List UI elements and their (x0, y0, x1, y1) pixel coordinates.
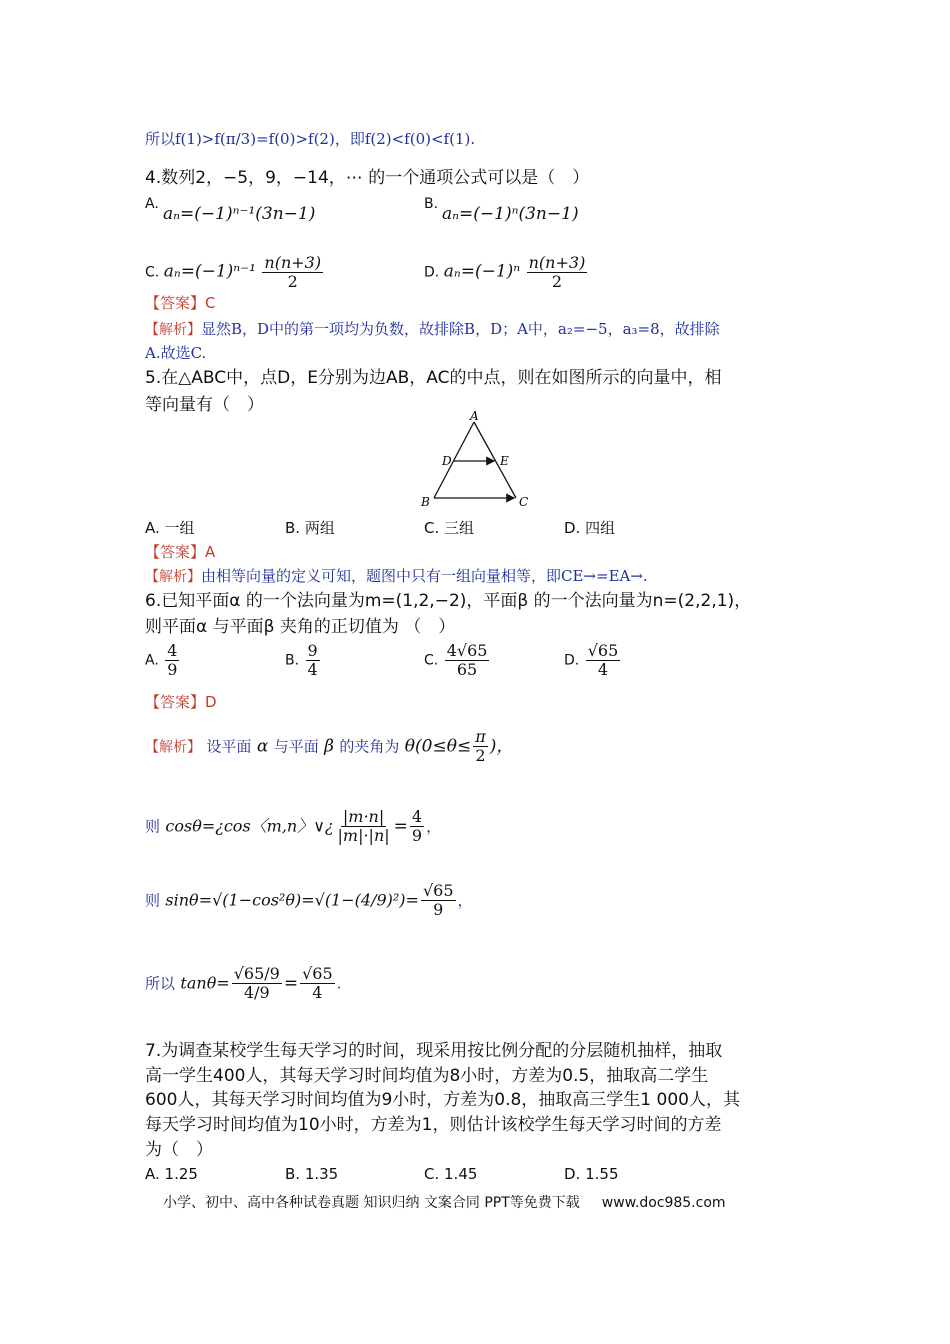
q4-stem: 4.数列2，−5，9，−14，⋯ 的一个通项公式可以是（ ） (145, 168, 590, 188)
q4-answer: 【答案】C (145, 294, 216, 312)
q6-analysis-line3: 则 sinθ=√(1−cos²θ)=√(1−(4/9)²)= $\frac{√65}{9}$ ， (145, 881, 473, 919)
footer-link[interactable]: www.doc985.com (601, 1195, 726, 1211)
q4-analysis-cont: A.故选C. (145, 344, 207, 362)
q5-answer: 【答案】A (145, 543, 216, 561)
q5-option-a: A. 一组 (145, 519, 195, 537)
label-d: D (442, 454, 452, 468)
q5-stem-line2: 等向量有（ ） (145, 395, 264, 415)
q6-analysis-line1: 【解析】 设平面 α 与平面 β 的夹角为 θ(0≤θ≤ $\frac{\pi}{2}$ )， (145, 727, 514, 765)
q5-stem-line1: 5.在△ABC中，点D，E分别为边AB，AC的中点，则在如图所示的向量中，相 (145, 368, 722, 388)
q7-option-c: C. 1.45 (424, 1165, 478, 1183)
q7-line1: 7.为调查某校学生每天学习的时间，现采用按比例分配的分层随机抽样，抽取 (145, 1041, 723, 1061)
q4-option-b: B. (424, 196, 439, 212)
triangle-figure (415, 408, 535, 510)
edge-ab (434, 422, 474, 498)
footer-text: 小学、初中、高中各种试卷真题 知识归纳 文案合同 PPT等免费下载 (163, 1195, 580, 1211)
q5-option-d: D. 四组 (564, 519, 616, 537)
q6-stem-line2: 则平面α 与平面β 夹角的正切值为 （ ） (145, 617, 456, 637)
q5-analysis: 【解析】由相等向量的定义可知，题图中只有一组向量相等，即CE→=EA→. (145, 567, 648, 585)
q4-option-a: A. (145, 196, 159, 212)
q7-option-a: A. 1.25 (145, 1165, 198, 1183)
page-footer (163, 1192, 726, 1212)
q5-option-c: C. 三组 (424, 519, 475, 537)
q7-line5: 为（ ） (145, 1140, 213, 1160)
q6-analysis-line2: 则 cosθ=¿cos〈m,n〉∨¿ $\frac{|m\cdot n|}{|m|\cdot|n|}$ = $\frac{4}{9}$ ， (145, 807, 442, 845)
q4-option-d: D. aₙ=(−1)ⁿ $\frac{n(n+3)}{2}$ (424, 253, 586, 291)
q6-option-a: A. $\frac{4}{9}$ (145, 641, 178, 679)
label-c: C (519, 495, 529, 509)
q6-option-c: C. $\frac{4√65}{65}$ (424, 641, 488, 679)
label-a: A (470, 409, 479, 423)
q4-option-b-formula: aₙ=(−1)ⁿ(3n−1) (442, 204, 579, 224)
q6-analysis-line4: 所以 tanθ= $\frac{√65/9}{4/9}$ = $\frac{√65}{4}$ . (145, 964, 342, 1002)
q6-answer: 【答案】D (145, 693, 217, 711)
q7-line4: 每天学习时间均值为10小时，方差为1，则估计该校学生每天学习时间的方差 (145, 1115, 722, 1135)
q7-line3: 600人，其每天学习时间均值为9小时，方差为0.8，抽取高三学生1 000人，其 (145, 1090, 740, 1110)
label-e: E (500, 454, 509, 468)
q6-option-d: D. $\frac{√65}{4}$ (564, 641, 619, 679)
q7-option-d: D. 1.55 (564, 1165, 619, 1183)
edge-ac (474, 422, 516, 498)
q7-line2: 高一学生400人，其每天学习时间均值为8小时，方差为0.5，抽取高二学生 (145, 1066, 709, 1086)
q4-option-c: C. aₙ=(−1)ⁿ⁻¹ $\frac{n(n+3)}{2}$ (145, 253, 322, 291)
q6-stem-line1: 6.已知平面α 的一个法向量为m=(1,2,−2)，平面β 的一个法向量为n=(2,2,1)， (145, 591, 752, 611)
q7-option-b: B. 1.35 (285, 1165, 339, 1183)
q4-analysis: 【解析】显然B，D中的第一项均为负数，故排除B，D；A中，a₂=−5，a₃=8，故排除 (145, 320, 720, 338)
q5-option-b: B. 两组 (285, 519, 335, 537)
q6-option-b: B. $\frac{9}{4}$ (285, 641, 318, 679)
label-b: B (421, 495, 430, 509)
prev-solution-line: 所以f(1)>f(π/3)=f(0)>f(2)，即f(2)<f(0)<f(1). (145, 130, 476, 148)
q4-option-a-formula: aₙ=(−1)ⁿ⁻¹(3n−1) (163, 204, 316, 224)
